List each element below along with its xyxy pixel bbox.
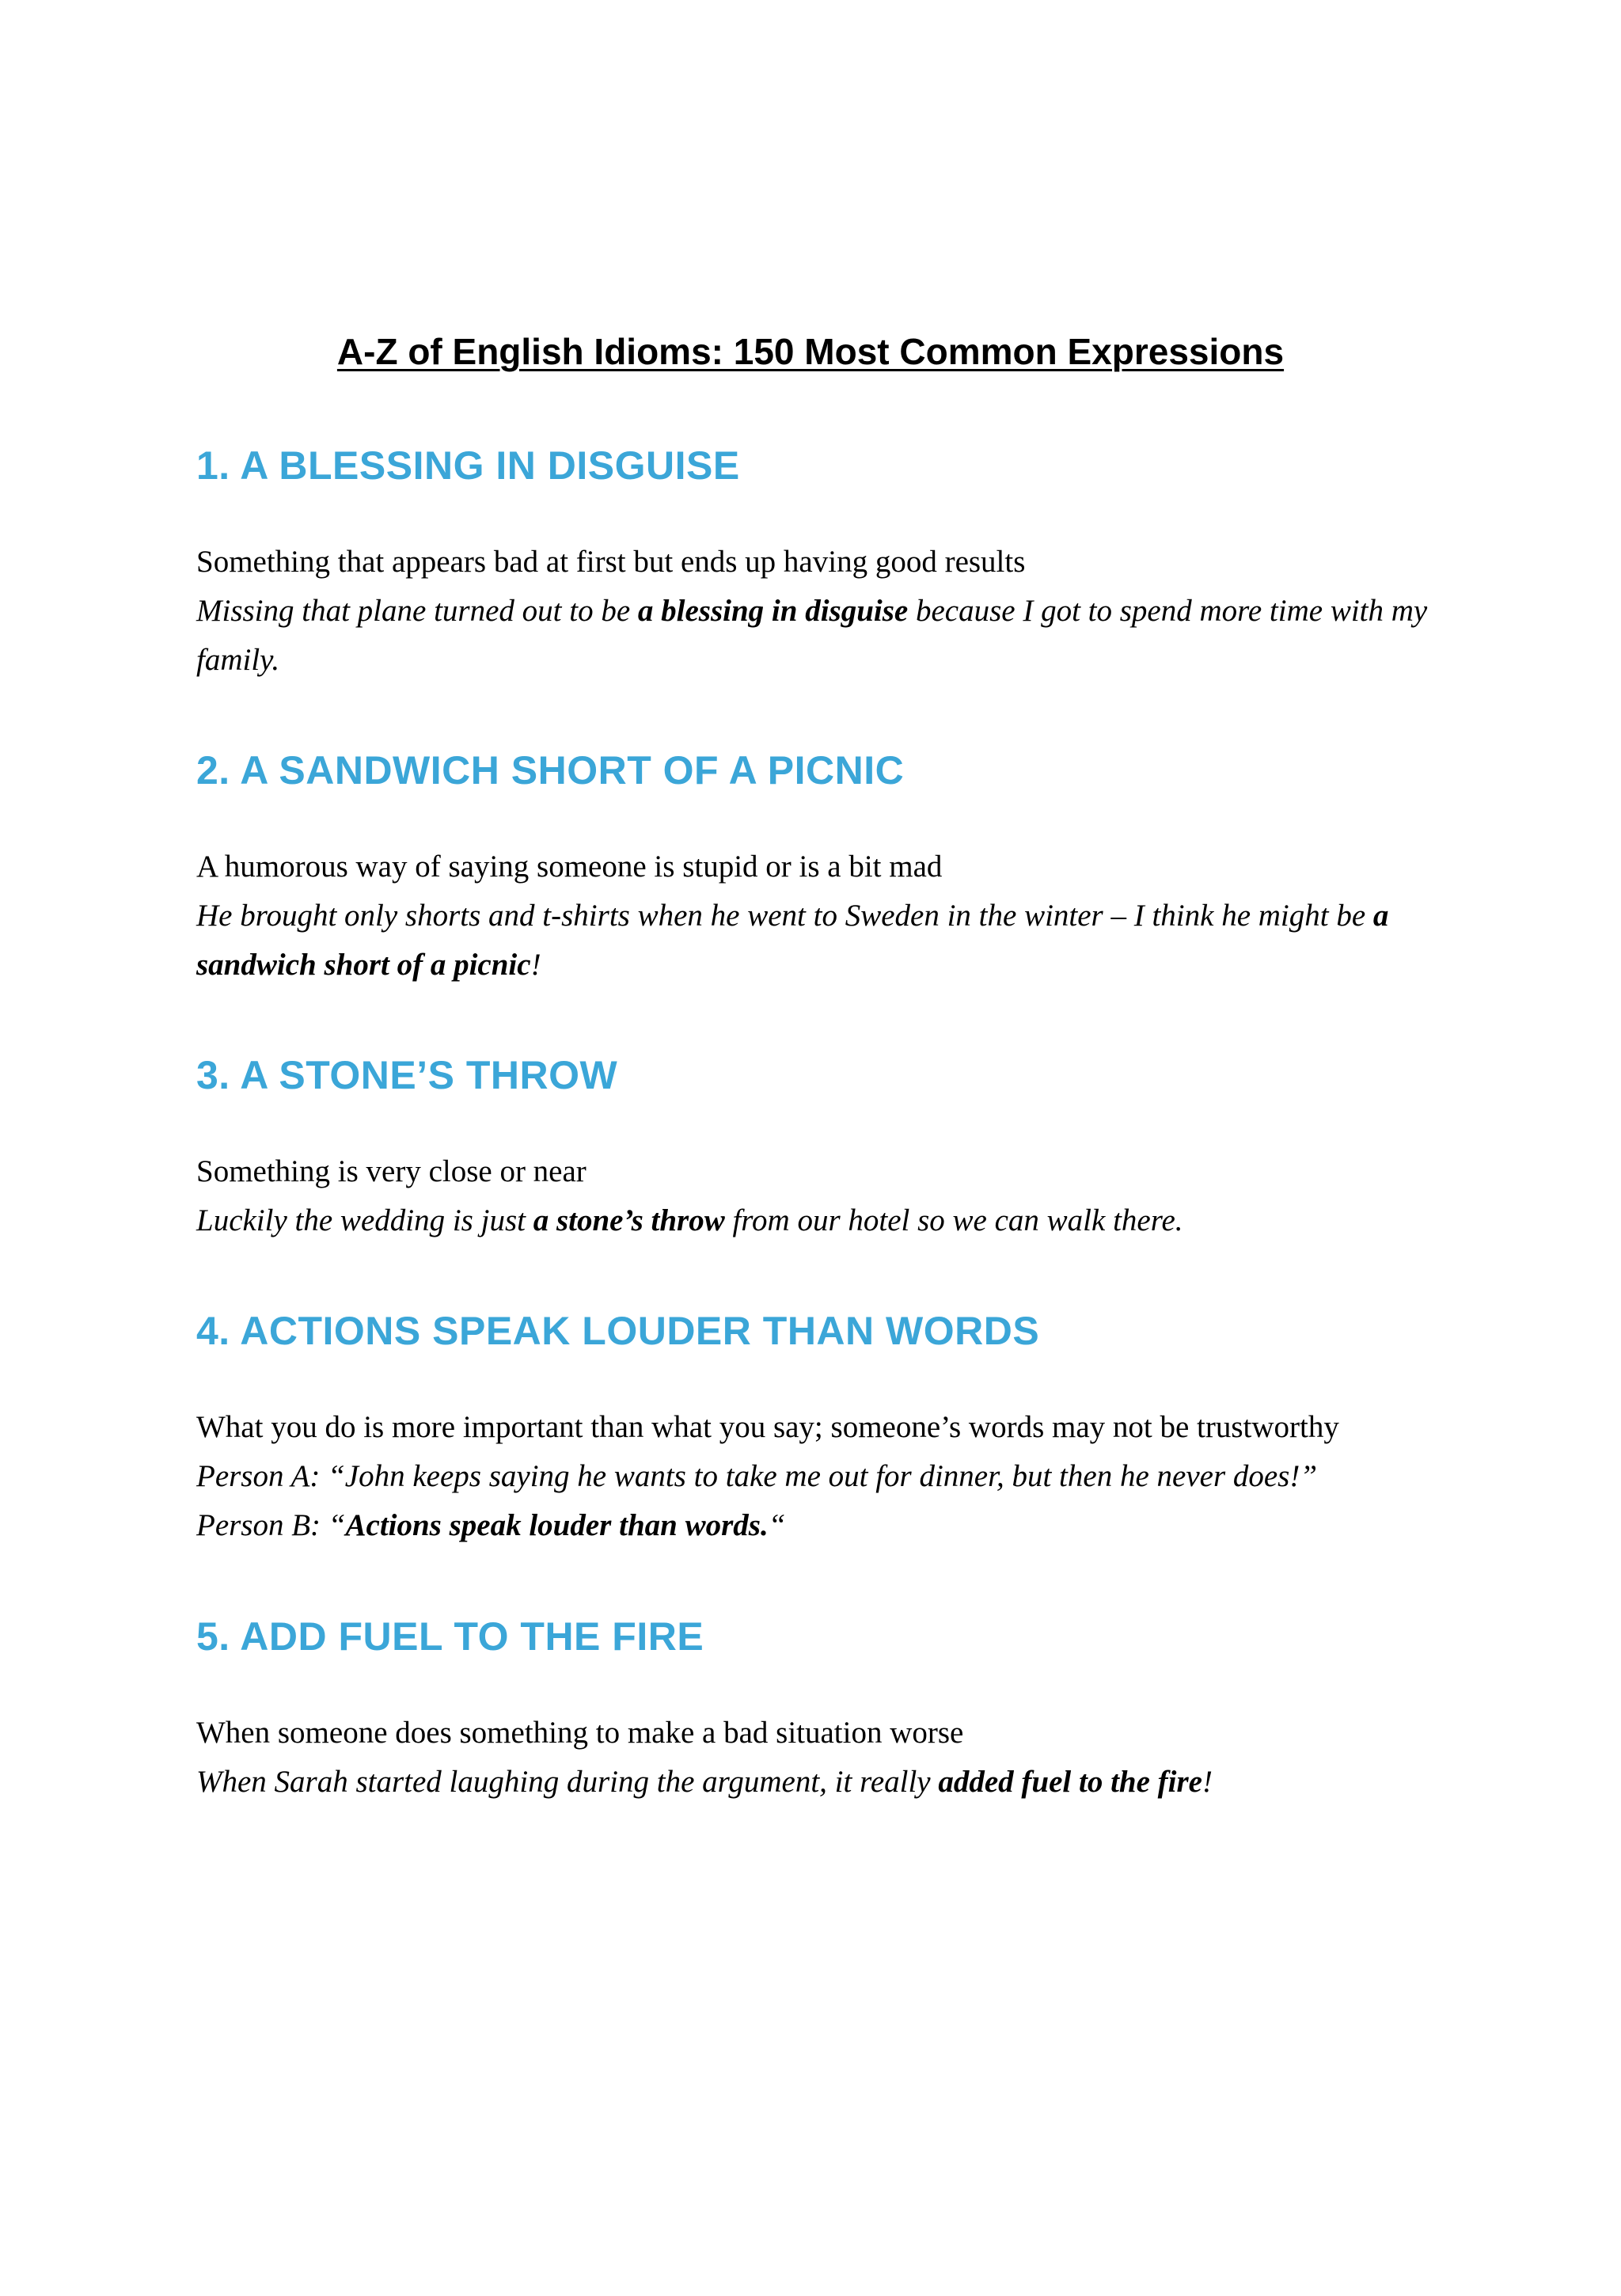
example-text: ! [530,948,541,982]
idiom-phrase: Actions speak louder than words. [345,1508,769,1542]
idiom-definition: What you do is more important than what you say; someone’s words may not be trustworthy [196,1410,1339,1444]
idiom-example [196,891,1431,990]
idiom-heading: 4. ACTIONS SPEAK LOUDER THAN WORDS [196,1309,1040,1353]
idiom-heading: 2. A SANDWICH SHORT OF A PICNIC [196,748,905,793]
idiom-heading: 3. A STONE’S THROW [196,1053,618,1097]
example-text: ! [1202,1765,1213,1799]
idiom-phrase: added fuel to the fire [938,1765,1202,1799]
idiom-example-line-1: Person A: “John keeps saying he wants to take me out for dinner, but then he never does!” [196,1459,1318,1493]
idiom-phrase: a stone’s throw [533,1203,725,1237]
example-text: “ [768,1508,786,1542]
idiom-example [196,1758,1431,1807]
idiom-definition: Something that appears bad at first but ends up having good results [196,545,1026,579]
example-text: Luckily the wedding is just [196,1203,533,1237]
idiom-heading: 1. A BLESSING IN DISGUISE [196,443,740,488]
idiom-section-3 [196,1051,1431,1245]
idiom-section-4 [196,1306,1431,1550]
example-text: because I got to spend more time with my family. [196,594,1428,677]
idiom-example [196,1196,1431,1245]
idiom-definition: When someone does something to make a bad situation worse [196,1716,964,1750]
idiom-phrase: a sandwich short of a picnic [196,899,1389,982]
idiom-definition: A humorous way of saying someone is stupid or is a bit mad [196,850,943,884]
idiom-phrase: a blessing in disguise [637,594,909,628]
document-title [0,329,1621,374]
document-title-text: A-Z of English Idioms: 150 Most Common Expressions [336,331,1285,372]
idiom-example-line-2 [196,1501,1431,1550]
example-text: Missing that plane turned out to be [196,594,638,628]
example-text: He brought only shorts and t-shirts when he went to Sweden in the winter – I think he might be [196,899,1373,933]
idiom-definition: Something is very close or near [196,1154,587,1188]
idiom-section-1 [196,441,1431,685]
idiom-example [196,587,1431,685]
example-text: Person B: “ [196,1508,346,1542]
idiom-heading: 5. ADD FUEL TO THE FIRE [196,1614,704,1659]
example-text: When Sarah started laughing during the argument, it really [196,1765,939,1799]
example-text: from our hotel so we can walk there. [724,1203,1183,1237]
idiom-section-2 [196,746,1431,990]
idiom-section-5 [196,1612,1431,1807]
